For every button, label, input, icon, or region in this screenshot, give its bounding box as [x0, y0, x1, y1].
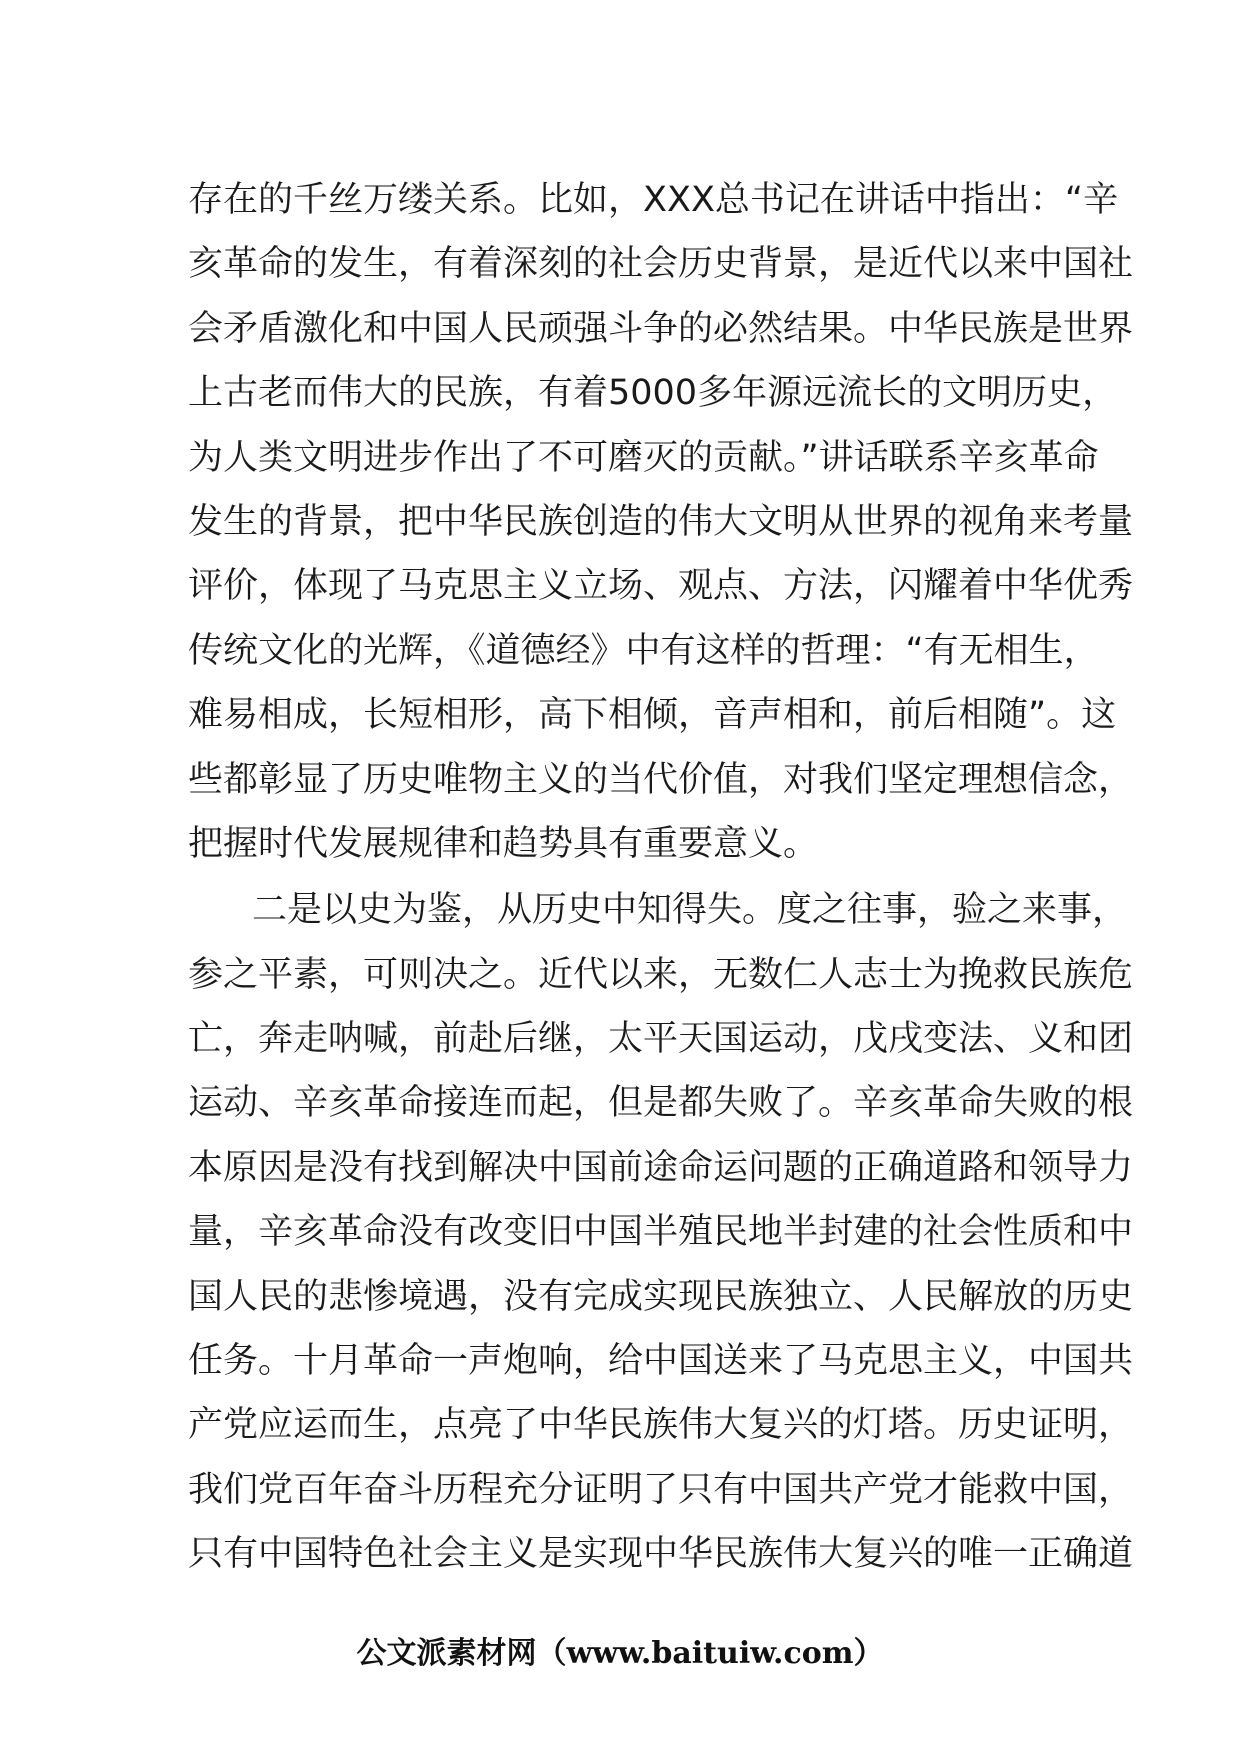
- text-line: 些都彰显了历史唯物主义的当代价值，对我们坚定理想信念，: [188, 759, 1134, 800]
- text-line: 难易相成，长短相形，高下相倾，音声相和，前后相随”。这: [188, 695, 1117, 736]
- text-line: 把握时代发展规律和趋势具有重要意义。: [188, 823, 819, 864]
- paragraph-1: [188, 168, 1134, 876]
- text-line: 发生的背景，把中华民族创造的伟大文明从世界的视角来考量: [188, 501, 1134, 542]
- text-line: 运动、辛亥革命接连而起，但是都失败了。辛亥革命失败的根: [188, 1083, 1134, 1124]
- text-line: 本原因是没有找到解决中国前途命运问题的正确道路和领导力: [188, 1147, 1134, 1188]
- text-line: 产党应运而生，点亮了中华民族伟大复兴的灯塔。历史证明，: [188, 1405, 1134, 1446]
- text-line: 传统文化的光辉，《道德经》中有这样的哲理：“有无相生，: [188, 630, 1099, 671]
- text-line: 参之平素，可则决之。近代以来，无数仁人志士为挽救民族危: [188, 954, 1134, 995]
- text-line: 亥革命的发生，有着深刻的社会历史背景，是近代以来中国社: [188, 244, 1134, 285]
- text-line: 国人民的悲惨境遇，没有完成实现民族独立、人民解放的历史: [188, 1276, 1134, 1317]
- text-line: 会矛盾激化和中国人民顽强斗争的必然结果。中华民族是世界: [188, 308, 1134, 349]
- text-line: 亡，奔走呐喊，前赴后继，太平天国运动，戊戌变法、义和团: [188, 1019, 1134, 1060]
- text-line: 任务。十月革命一声炮响，给中国送来了马克思主义，中国共: [188, 1341, 1134, 1382]
- footer-watermark: 公文派素材网（www.baituiw.com）: [356, 1636, 884, 1671]
- text-line: 量，辛亥革命没有改变旧中国半殖民地半封建的社会性质和中: [188, 1212, 1134, 1253]
- text-line: 存在的千丝万缕关系。比如，XXX总书记在讲话中指出：“辛: [188, 180, 1119, 220]
- text-line: 二是以史为鉴，从历史中知得失。度之往事，验之来事，: [252, 890, 1128, 931]
- document-body: [188, 168, 1134, 1587]
- text-line: 我们党百年奋斗历程充分证明了只有中国共产党才能救中国，: [188, 1469, 1134, 1510]
- text-line: 评价，体现了马克思主义立场、观点、方法，闪耀着中华优秀: [188, 566, 1134, 607]
- paragraph-2: [188, 878, 1134, 1586]
- text-line: 上古老而伟大的民族，有着5000多年源远流长的文明历史，: [188, 373, 1118, 414]
- text-line: 只有中国特色社会主义是实现中华民族伟大复兴的唯一正确道: [188, 1534, 1134, 1575]
- text-line: 为人类文明进步作出了不可磨灭的贡献。”讲话联系辛亥革命: [188, 437, 1099, 478]
